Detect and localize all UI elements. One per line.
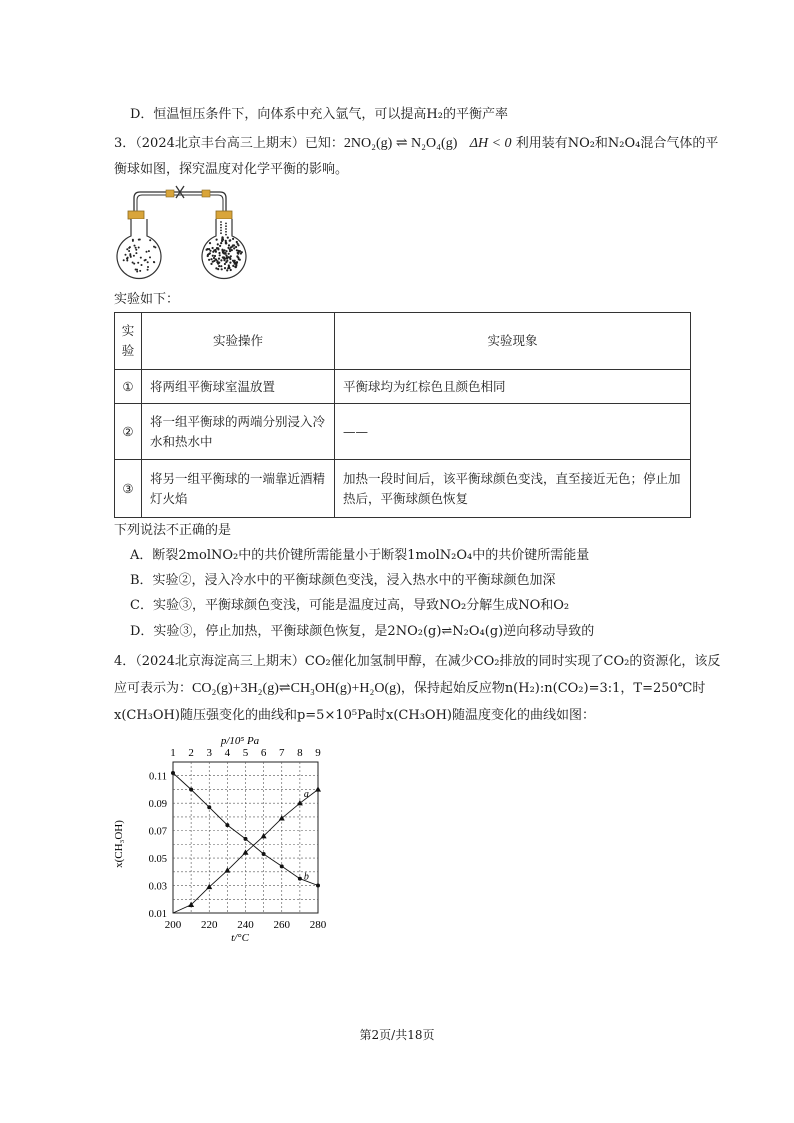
gas-particle bbox=[212, 255, 214, 257]
row-op: 将一组平衡球的两端分别浸入冷水和热水中 bbox=[142, 404, 335, 460]
gas-particle bbox=[212, 251, 214, 253]
q4-stem-line2: 应可表示为：CO₂(g)+3H₂(g)⇌CH₃OH(g)+H₂O(g)，保持起始反应物n(H₂):n(CO₂)=3:1，T=250℃时 bbox=[114, 681, 706, 696]
row-id: ② bbox=[115, 404, 142, 460]
gas-particle bbox=[225, 242, 227, 244]
data-point-b bbox=[280, 864, 284, 868]
data-point-b bbox=[207, 805, 211, 809]
table-header-id: 实验 bbox=[115, 313, 142, 370]
series-label-a: a bbox=[303, 789, 309, 801]
gas-particle bbox=[223, 259, 225, 261]
gas-particle bbox=[135, 252, 137, 254]
gas-particle bbox=[228, 267, 230, 269]
gas-particle bbox=[134, 245, 136, 247]
gas-particle bbox=[127, 257, 129, 259]
data-point-a bbox=[297, 800, 303, 805]
gas-particle bbox=[225, 231, 227, 233]
x-tick-label: 220 bbox=[201, 919, 218, 931]
top-tick-label: 5 bbox=[242, 747, 249, 759]
gas-particle bbox=[220, 259, 222, 261]
row-obs: 平衡球均为红棕色且颜色相同 bbox=[335, 370, 691, 404]
gas-particle bbox=[226, 260, 228, 262]
y-tick-label: 0.03 bbox=[148, 881, 167, 893]
gas-particle bbox=[229, 262, 231, 264]
gas-particle bbox=[219, 245, 221, 247]
gas-particle bbox=[220, 265, 222, 267]
gas-particle bbox=[213, 257, 215, 259]
gas-particle bbox=[228, 244, 230, 246]
gas-particle bbox=[237, 253, 239, 255]
row-id: ① bbox=[115, 370, 142, 404]
gas-particle bbox=[218, 265, 220, 267]
gas-particle bbox=[228, 253, 230, 255]
gas-particle bbox=[126, 248, 128, 250]
gas-particle bbox=[133, 263, 135, 265]
gas-particle bbox=[241, 251, 243, 253]
gas-particle bbox=[229, 248, 231, 250]
gas-particle bbox=[236, 249, 238, 251]
gas-particle bbox=[129, 255, 131, 257]
q3-stem-line2: 衡球如图，探究温度对化学平衡的影响。 bbox=[114, 162, 349, 177]
y-tick-label: 0.07 bbox=[148, 826, 167, 838]
gas-particle bbox=[218, 252, 220, 254]
gas-particle bbox=[220, 224, 222, 226]
gas-particle bbox=[229, 240, 231, 242]
page-footer: 第2页/共18页 bbox=[359, 1028, 435, 1042]
y-tick-label: 0.01 bbox=[148, 909, 167, 920]
table-row bbox=[115, 370, 691, 404]
gas-particle bbox=[220, 227, 222, 229]
gas-particle bbox=[215, 267, 217, 269]
y-tick-label: 0.05 bbox=[148, 854, 167, 866]
x-tick-label: 280 bbox=[309, 919, 327, 931]
gas-particle bbox=[129, 246, 131, 248]
top-axis-label: p/10⁵ Pa bbox=[220, 735, 260, 747]
gas-particle bbox=[226, 257, 228, 259]
gas-particle bbox=[239, 259, 241, 261]
gas-particle bbox=[215, 249, 217, 251]
y-tick-label: 0.11 bbox=[149, 771, 167, 783]
data-point-b bbox=[189, 787, 193, 791]
methanol-fraction-chart bbox=[108, 730, 348, 946]
top-tick-label: 7 bbox=[279, 747, 285, 759]
gas-particle bbox=[225, 250, 227, 252]
gas-particle bbox=[220, 242, 222, 244]
q3-option-c: C．实验③，平衡球颜色变浅，可能是温度过高，导致NO₂分解生成NO和O₂ bbox=[130, 598, 570, 613]
gas-particle bbox=[229, 258, 231, 260]
gas-particle bbox=[223, 249, 225, 251]
table-header-op: 实验操作 bbox=[142, 313, 335, 370]
gas-particle bbox=[138, 239, 140, 241]
gas-particle bbox=[125, 254, 127, 256]
gas-particle bbox=[236, 255, 238, 257]
gas-particle bbox=[223, 252, 225, 254]
series-line-b bbox=[173, 773, 318, 886]
gas-particle bbox=[225, 255, 227, 257]
gas-particle bbox=[206, 249, 208, 251]
data-point-b bbox=[298, 877, 302, 881]
table-header-row bbox=[115, 313, 691, 370]
gas-particle bbox=[136, 269, 138, 271]
gas-particle bbox=[221, 268, 223, 270]
gas-particle bbox=[210, 263, 212, 265]
gas-particle bbox=[224, 263, 226, 265]
data-point-a bbox=[279, 815, 285, 820]
gas-particle bbox=[135, 249, 137, 251]
gas-particle bbox=[217, 243, 219, 245]
table-row bbox=[115, 404, 691, 460]
gas-particle bbox=[132, 239, 134, 241]
gas-particle bbox=[216, 247, 218, 249]
gas-particle bbox=[220, 230, 222, 232]
gas-particle bbox=[147, 266, 149, 268]
gas-particle bbox=[214, 255, 216, 257]
x-tick-label: 260 bbox=[273, 919, 290, 931]
gas-particle bbox=[239, 250, 241, 252]
gas-particle bbox=[208, 248, 210, 250]
gas-particle bbox=[225, 228, 227, 230]
gas-particle bbox=[225, 240, 227, 242]
top-tick-label: 1 bbox=[170, 747, 176, 759]
gas-particle bbox=[208, 259, 210, 261]
top-tick-label: 2 bbox=[188, 747, 194, 759]
gas-particle bbox=[236, 261, 238, 263]
gas-particle bbox=[220, 221, 222, 223]
gas-particle bbox=[226, 269, 228, 271]
gas-particle bbox=[144, 259, 146, 261]
gas-particle bbox=[225, 223, 227, 225]
q3-stem-line1: 3．（2024北京丰台高三上期末）已知：2NO₂(g) ⇌ N₂O₄(g) ΔH < 0 利用装有NO₂和N₂O₄混合气体的平 bbox=[114, 136, 719, 151]
gas-particle bbox=[235, 246, 237, 248]
bottom-axis-label: t/°C bbox=[231, 932, 249, 944]
gas-particle bbox=[216, 260, 218, 262]
gas-particle bbox=[136, 271, 138, 273]
gas-particle bbox=[235, 263, 237, 265]
gas-particle bbox=[141, 264, 143, 266]
q3-prompt: 下列说法不正确的是 bbox=[114, 523, 232, 538]
gas-particle bbox=[209, 250, 211, 252]
table-row bbox=[115, 460, 691, 518]
row-obs: —— bbox=[335, 404, 691, 460]
q3-option-a: A．断裂2molNO₂中的共价键所需能量小于断裂1molN₂O₄中的共价键所需能量 bbox=[130, 548, 590, 563]
q3-option-d: D．实验③，停止加热，平衡球颜色恢复，是2NO₂(g)⇌N₂O₄(g)逆向移动导致的 bbox=[130, 624, 595, 639]
gas-particle bbox=[212, 261, 214, 263]
gas-particle bbox=[237, 243, 239, 245]
gas-particle bbox=[233, 261, 235, 263]
gas-particle bbox=[232, 238, 234, 240]
equilibrium-ball-illustration bbox=[112, 184, 262, 284]
gas-particle bbox=[133, 255, 135, 257]
q3-option-b: B．实验②，浸入冷水中的平衡球颜色变浅，浸入热水中的平衡球颜色加深 bbox=[130, 573, 556, 588]
top-tick-label: 6 bbox=[260, 747, 267, 759]
top-tick-label: 3 bbox=[206, 747, 212, 759]
gas-particle bbox=[210, 258, 212, 260]
x-tick-label: 240 bbox=[237, 919, 254, 931]
gas-particle bbox=[149, 239, 151, 241]
gas-particle bbox=[230, 269, 232, 271]
row-id: ③ bbox=[115, 460, 142, 518]
row-obs: 加热一段时间后，该平衡球颜色变浅，直至接近无色；停止加热后，平衡球颜色恢复 bbox=[335, 460, 691, 518]
gas-particle bbox=[212, 247, 214, 249]
q4-stem-line1: 4．（2024北京海淀高三上期末）CO₂催化加氢制甲醇，在减少CO₂排放的同时实现了CO₂的资源化，该反 bbox=[114, 654, 721, 669]
gas-particle bbox=[227, 237, 229, 239]
gas-particle bbox=[139, 270, 141, 272]
top-tick-label: 8 bbox=[297, 747, 303, 759]
experiment-table bbox=[114, 312, 691, 518]
gas-particle bbox=[149, 256, 151, 258]
y-tick-label: 0.09 bbox=[148, 799, 167, 811]
gas-particle bbox=[208, 253, 210, 255]
gas-particle bbox=[232, 265, 234, 267]
gas-particle bbox=[135, 247, 137, 249]
q4-stem-line3: x(CH₃OH)随压强变化的曲线和p=5×10⁵Pa时x(CH₃OH)随温度变化的曲线如图： bbox=[114, 708, 595, 723]
gas-particle bbox=[207, 255, 209, 257]
data-point-b bbox=[171, 771, 175, 775]
data-point-b bbox=[244, 837, 248, 841]
gas-particle bbox=[123, 259, 125, 261]
gas-particle bbox=[224, 267, 226, 269]
gas-particle bbox=[153, 261, 155, 263]
data-point-a bbox=[315, 786, 321, 791]
gas-particle bbox=[138, 247, 140, 249]
gas-particle bbox=[235, 266, 237, 268]
gas-particle bbox=[137, 262, 139, 264]
gas-particle bbox=[147, 261, 149, 263]
gas-particle bbox=[209, 242, 211, 244]
y-axis-label: x(CH₃OH) bbox=[113, 820, 125, 868]
gas-particle bbox=[222, 250, 224, 252]
gas-particle bbox=[233, 247, 235, 249]
gas-particle bbox=[146, 251, 148, 253]
gas-particle bbox=[218, 258, 220, 260]
gas-particle bbox=[216, 239, 218, 241]
gas-particle bbox=[230, 255, 232, 257]
gas-particle bbox=[219, 254, 221, 256]
gas-particle bbox=[128, 250, 130, 252]
row-op: 将另一组平衡球的一端靠近酒精灯火焰 bbox=[142, 460, 335, 518]
gas-particle bbox=[225, 225, 227, 227]
gas-particle bbox=[220, 232, 222, 234]
gas-particle bbox=[153, 246, 155, 248]
q2-option-d: D．恒温恒压条件下，向体系中充入氩气，可以提高H₂的平衡产率 bbox=[130, 107, 508, 122]
gas-particle bbox=[222, 237, 224, 239]
data-point-b bbox=[262, 852, 266, 856]
gas-particle bbox=[221, 240, 223, 242]
q3-exp-intro: 实验如下： bbox=[114, 292, 180, 307]
series-label-b: b bbox=[303, 871, 309, 883]
gas-particle bbox=[148, 250, 150, 252]
gas-particle bbox=[140, 257, 142, 259]
gas-particle bbox=[147, 269, 149, 271]
row-op: 将两组平衡球室温放置 bbox=[142, 370, 335, 404]
table-header-obs: 实验现象 bbox=[335, 313, 691, 370]
data-point-b bbox=[316, 884, 320, 888]
gas-particle bbox=[223, 256, 225, 258]
x-tick-label: 200 bbox=[164, 919, 182, 931]
gas-particle bbox=[225, 234, 227, 236]
gas-particle bbox=[231, 249, 233, 251]
data-point-b bbox=[225, 823, 229, 827]
top-tick-label: 4 bbox=[224, 747, 231, 759]
top-tick-label: 9 bbox=[315, 747, 321, 759]
